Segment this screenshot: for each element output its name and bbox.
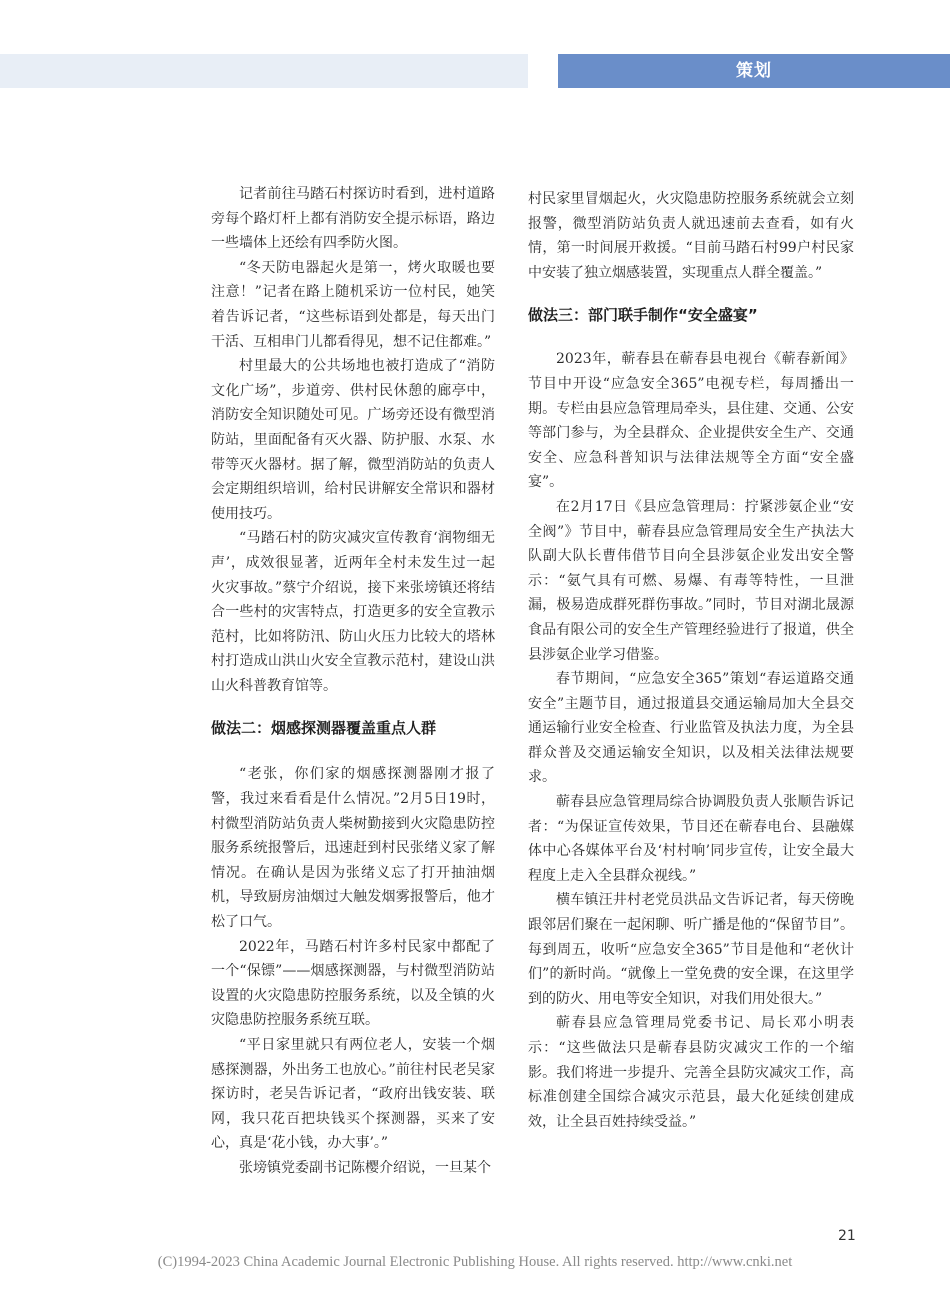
left-column xyxy=(211,182,495,1181)
paragraph: 在2月17日《县应急管理局：拧紧涉氨企业“安全阀”》节目中，蕲春县应急管理局安全生产执法大队副大队长曹伟借节目向全县涉氨企业发出安全警示：“氨气具有可燃、易爆、有毒等特性，一旦泄漏，极易造成群死群伤事故。”同时，节目对湖北晟源食品有限公司的安全生产管理经验进行了报道，供全县涉氨企业学习借鉴。 xyxy=(528,498,854,663)
page-number: 21 xyxy=(838,1228,856,1244)
paragraph: “老张，你们家的烟感探测器刚才报了警，我过来看看是什么情况。”2月5日19时，村微型消防站负责人柴树勤接到火灾隐患防控服务系统报警后，迅速赶到村民张绪义家了解情况。在确认是因为张绪义忘了打开抽油烟机，导致厨房油烟过大触发烟雾报警后，他才松了口气。 xyxy=(211,766,495,931)
paragraph: 村里最大的公共场地也被打造成了“消防文化广场”，步道旁、供村民休憩的廊亭中，消防安全知识随处可见。广场旁还设有微型消防站，里面配备有灭火器、防护服、水泵、水带等灭火器材。据了解，微型消防站的负责人会定期组织培训，给村民讲解安全常识和器材使用技巧。 xyxy=(211,358,495,522)
paragraph: 蕲春县应急管理局综合协调股负责人张顺告诉记者：“为保证宣传效果，节目还在蕲春电台、县融媒体中心各媒体平台及‘村村响’同步宣传，让安全最大程度上走入全县群众视线。” xyxy=(528,794,854,884)
paragraph: “马踏石村的防灾减灾宣传教育‘润物细无声’，成效很显著，近两年全村未发生过一起火灾事故。”蔡宁介绍说，接下来张塝镇还将结合一些村的灾害特点，打造更多的安全宣教示范村，比如将防汛、防山火压力比较大的塔林村打造成山洪山火安全宣教示范村，建设山洪山火科普教育馆等。 xyxy=(211,530,495,694)
header-bar xyxy=(0,54,528,88)
paragraph: 村民家里冒烟起火，火灾隐患防控服务系统就会立刻报警，微型消防站负责人就迅速前去查看，如有火情，第一时间展开救援。“目前马踏石村99户村民家中安装了独立烟感装置，实现重点人群全覆盖。” xyxy=(528,191,854,281)
paragraph: 记者前往马踏石村探访时看到，进村道路旁每个路灯杆上都有消防安全提示标语，路边一些墙体上还绘有四季防火图。 xyxy=(211,186,495,252)
paragraph: 张塝镇党委副书记陈樱介绍说，一旦某个 xyxy=(239,1159,491,1176)
paragraph: “平日家里就只有两位老人，安装一个烟感探测器，外出务工也放心。”前往村民老吴家探访时，老吴告诉记者，“政府出钱安装、联网，我只花百把块钱买个探测器，买来了安心，真是‘花小钱，办大事’。” xyxy=(211,1037,495,1152)
section-label: 策划 xyxy=(558,54,950,88)
paragraph: 横车镇汪井村老党员洪品文告诉记者，每天傍晚跟邻居们聚在一起闲聊、听广播是他的“保留节目”。每到周五，收听“应急安全365”节目是他和“老伙计们”的新时尚。“就像上一堂免费的安全课，在这里学到的防火、用电等安全知识，对我们用处很大。” xyxy=(528,892,854,1007)
paragraph: 2022年，马踏石村许多村民家中都配了一个“保镖”——烟感探测器，与村微型消防站设置的火灾隐患防控服务系统，以及全镇的火灾隐患防控服务系统互联。 xyxy=(211,938,495,1029)
paragraph: 蕲春县应急管理局党委书记、局长邓小明表示：“这些做法只是蕲春县防灾减灾工作的一个缩影。我们将进一步提升、完善全县防灾减灾工作，高标准创建全国综合减灾示范县，最大化延续创建成效，让全县百姓持续受益。” xyxy=(528,1015,854,1130)
section-heading: 做法三：部门联手制作“安全盛宴” xyxy=(528,306,758,325)
paragraph: 春节期间，“应急安全365”策划“春运道路交通安全”主题节目，通过报道县交通运输局加大全县交通运输行业安全检查、行业监管及执法力度，为全县群众普及交通运输安全知识，以及相关法律法规要求。 xyxy=(528,671,854,786)
section-heading: 做法二：烟感探测器覆盖重点人群 xyxy=(211,719,437,738)
paragraph: 2023年，蕲春县在蕲春县电视台《蕲春新闻》节目中开设“应急安全365”电视专栏，每周播出一期。专栏由县应急管理局牵头，县住建、交通、公安等部门参与，为全县群众、企业提供安全生产、交通安全、应急科普知识与法律法规等全方面“安全盛宴”。 xyxy=(528,351,854,491)
copyright-footer: (C)1994-2023 China Academic Journal Electronic Publishing House. All rights reserved. http://www.cnki.net xyxy=(157,1254,793,1270)
right-column xyxy=(528,187,854,1134)
paragraph: “冬天防电器起火是第一，烤火取暖也要注意！”记者在路上随机采访一位村民，她笑着告诉记者，“这些标语到处都是，每天出门干活、互相串门儿都看得见，想不记住都难。” xyxy=(211,259,495,350)
